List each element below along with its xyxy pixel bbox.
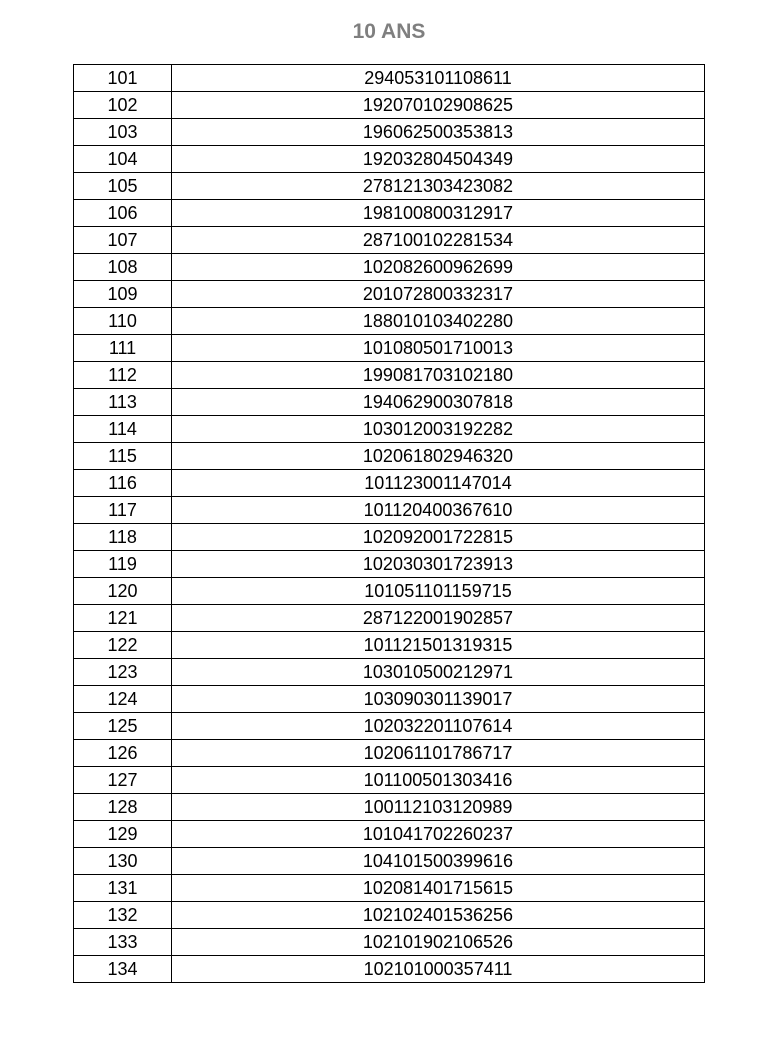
row-index-cell: 128 <box>74 794 172 821</box>
row-number-cell: 103090301139017 <box>172 686 705 713</box>
table-row <box>74 524 705 551</box>
row-index-cell: 132 <box>74 902 172 929</box>
row-number-cell: 102032201107614 <box>172 713 705 740</box>
data-table <box>73 64 705 983</box>
row-index-cell: 107 <box>74 227 172 254</box>
table-row <box>74 92 705 119</box>
table-row <box>74 632 705 659</box>
row-index-cell: 118 <box>74 524 172 551</box>
table-row <box>74 767 705 794</box>
row-index-cell: 113 <box>74 389 172 416</box>
table-row <box>74 443 705 470</box>
row-index-cell: 108 <box>74 254 172 281</box>
row-index-cell: 125 <box>74 713 172 740</box>
table-row <box>74 659 705 686</box>
row-number-cell: 100112103120989 <box>172 794 705 821</box>
table-row <box>74 551 705 578</box>
row-number-cell: 102102401536256 <box>172 902 705 929</box>
row-number-cell: 287122001902857 <box>172 605 705 632</box>
row-number-cell: 199081703102180 <box>172 362 705 389</box>
table-row <box>74 308 705 335</box>
row-number-cell: 198100800312917 <box>172 200 705 227</box>
table-row <box>74 497 705 524</box>
row-index-cell: 130 <box>74 848 172 875</box>
table-row <box>74 875 705 902</box>
row-index-cell: 105 <box>74 173 172 200</box>
table-row <box>74 389 705 416</box>
row-index-cell: 116 <box>74 470 172 497</box>
row-index-cell: 115 <box>74 443 172 470</box>
row-number-cell: 101123001147014 <box>172 470 705 497</box>
table-row <box>74 173 705 200</box>
table-row <box>74 605 705 632</box>
table-row <box>74 65 705 92</box>
row-index-cell: 126 <box>74 740 172 767</box>
table-row <box>74 902 705 929</box>
row-index-cell: 102 <box>74 92 172 119</box>
table-row <box>74 254 705 281</box>
table-row <box>74 416 705 443</box>
row-index-cell: 134 <box>74 956 172 983</box>
row-index-cell: 110 <box>74 308 172 335</box>
row-index-cell: 119 <box>74 551 172 578</box>
table-row <box>74 281 705 308</box>
table-row <box>74 146 705 173</box>
table-row <box>74 929 705 956</box>
row-index-cell: 104 <box>74 146 172 173</box>
table-row <box>74 578 705 605</box>
table-row <box>74 227 705 254</box>
row-index-cell: 124 <box>74 686 172 713</box>
row-number-cell: 201072800332317 <box>172 281 705 308</box>
row-number-cell: 101041702260237 <box>172 821 705 848</box>
row-number-cell: 287100102281534 <box>172 227 705 254</box>
table-row <box>74 794 705 821</box>
table-row <box>74 362 705 389</box>
row-number-cell: 104101500399616 <box>172 848 705 875</box>
row-index-cell: 112 <box>74 362 172 389</box>
table-row <box>74 956 705 983</box>
row-number-cell: 102092001722815 <box>172 524 705 551</box>
row-number-cell: 101080501710013 <box>172 335 705 362</box>
row-number-cell: 102081401715615 <box>172 875 705 902</box>
row-index-cell: 129 <box>74 821 172 848</box>
row-index-cell: 111 <box>74 335 172 362</box>
table-row <box>74 740 705 767</box>
table-row <box>74 119 705 146</box>
table-row <box>74 848 705 875</box>
row-index-cell: 117 <box>74 497 172 524</box>
table-row <box>74 470 705 497</box>
row-number-cell: 101100501303416 <box>172 767 705 794</box>
row-number-cell: 102030301723913 <box>172 551 705 578</box>
row-index-cell: 123 <box>74 659 172 686</box>
row-number-cell: 196062500353813 <box>172 119 705 146</box>
row-index-cell: 114 <box>74 416 172 443</box>
table-row <box>74 713 705 740</box>
page-title: 10 ANS <box>352 20 426 43</box>
row-index-cell: 131 <box>74 875 172 902</box>
row-index-cell: 122 <box>74 632 172 659</box>
row-number-cell: 278121303423082 <box>172 173 705 200</box>
row-number-cell: 101120400367610 <box>172 497 705 524</box>
row-number-cell: 102101000357411 <box>172 956 705 983</box>
row-number-cell: 103010500212971 <box>172 659 705 686</box>
row-number-cell: 102061101786717 <box>172 740 705 767</box>
row-number-cell: 192032804504349 <box>172 146 705 173</box>
table-row <box>74 200 705 227</box>
row-index-cell: 127 <box>74 767 172 794</box>
row-index-cell: 121 <box>74 605 172 632</box>
row-number-cell: 188010103402280 <box>172 308 705 335</box>
row-index-cell: 109 <box>74 281 172 308</box>
row-number-cell: 102082600962699 <box>172 254 705 281</box>
row-number-cell: 103012003192282 <box>172 416 705 443</box>
row-number-cell: 102101902106526 <box>172 929 705 956</box>
row-index-cell: 106 <box>74 200 172 227</box>
row-number-cell: 102061802946320 <box>172 443 705 470</box>
table-row <box>74 821 705 848</box>
table-row <box>74 686 705 713</box>
row-number-cell: 294053101108611 <box>172 65 705 92</box>
row-number-cell: 101121501319315 <box>172 632 705 659</box>
table-body <box>74 65 705 983</box>
row-number-cell: 194062900307818 <box>172 389 705 416</box>
row-number-cell: 192070102908625 <box>172 92 705 119</box>
table-row <box>74 335 705 362</box>
row-index-cell: 133 <box>74 929 172 956</box>
row-number-cell: 101051101159715 <box>172 578 705 605</box>
row-index-cell: 101 <box>74 65 172 92</box>
row-index-cell: 120 <box>74 578 172 605</box>
row-index-cell: 103 <box>74 119 172 146</box>
